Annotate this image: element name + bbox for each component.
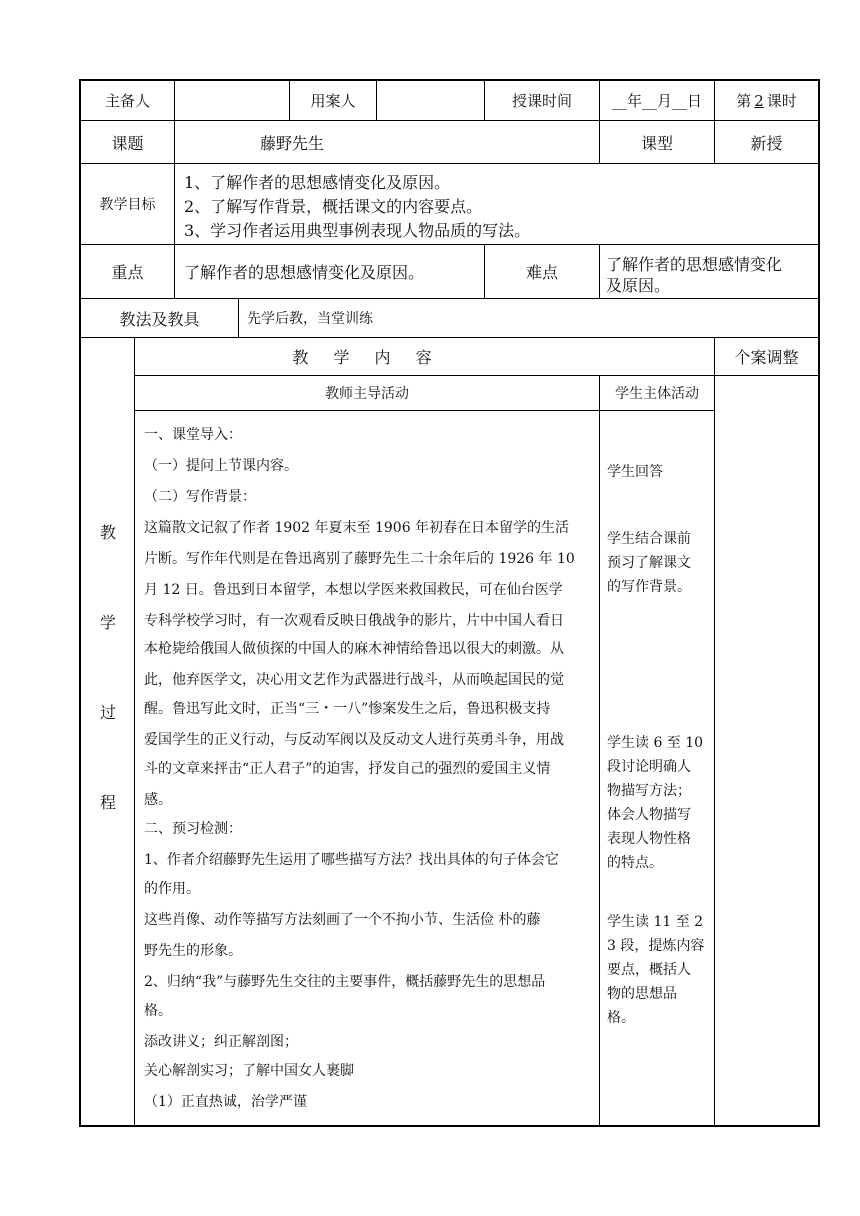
student-line: 学生读 6 至 10 xyxy=(607,735,704,751)
teacher-line: 一、课堂导入： xyxy=(144,427,242,443)
methods-value: 先学后教，当堂训练 xyxy=(247,311,373,327)
teacher-line: 本枪毙给俄国人做侦探的中国人的麻木神情给鲁迅以很大的刺激。从 xyxy=(144,641,564,657)
type-label: 课型 xyxy=(640,133,673,153)
student-line: 体会人物描写 xyxy=(607,807,691,823)
objectives-label: 教学目标 xyxy=(99,197,156,213)
time-label: 授课时间 xyxy=(511,92,572,110)
student-line: 物的思想品 xyxy=(607,986,677,1002)
period-number: 2 xyxy=(754,91,764,110)
student-line: 的写作背景。 xyxy=(607,579,691,595)
student-line: 学生结合课前 xyxy=(607,531,691,547)
teacher-line: 格。 xyxy=(144,1003,172,1019)
teacher-line: （二）写作背景： xyxy=(144,489,256,505)
teacher-line: 专科学校学习时，有一次观看反映日俄战争的影片，片中中国人看日 xyxy=(144,613,564,629)
preparer-value xyxy=(175,81,289,120)
teacher-line: 爱国学生的正义行动，与反动军阀以及反动文人进行英勇斗争，用战 xyxy=(144,732,564,748)
student-line: 3 段，提炼内容 xyxy=(607,938,705,954)
objective-item: 2、了解写作背景，概括课文的内容要点。 xyxy=(184,197,483,216)
teacher-line: 的作用。 xyxy=(144,881,200,897)
student-line: 表现人物性格 xyxy=(607,831,691,847)
topic-value: 藤野先生 xyxy=(260,133,325,153)
student-line: 格。 xyxy=(607,1010,635,1026)
difficulty-label: 难点 xyxy=(525,263,558,282)
user-value xyxy=(377,81,484,120)
student-line: 预习了解课文 xyxy=(607,555,691,571)
process-side-char: 程 xyxy=(100,793,117,812)
content-header: 教 学 内 容 xyxy=(292,348,442,367)
teacher-line: 1、作者介绍藤野先生运用了哪些描写方法？找出具体的句子体会它 xyxy=(144,852,559,868)
teacher-line: 醒。鲁迅写此文时，正当“三・一八”惨案发生之后，鲁迅积极支持 xyxy=(144,701,551,717)
teacher-line: 2、归纳“我”与藤野先生交往的主要事件，概括藤野先生的思想品 xyxy=(144,974,546,990)
process-side-char: 学 xyxy=(100,613,117,632)
teacher-line: 这些肖像、动作等描写方法刻画了一个不拘小节、生活俭 朴的藤 xyxy=(144,912,541,928)
objective-item: 1、了解作者的思想感情变化及原因。 xyxy=(184,173,451,192)
methods-label: 教法及教具 xyxy=(119,309,200,329)
period-field xyxy=(715,81,818,120)
teacher-line: 二、预习检测： xyxy=(144,821,242,837)
difficulty-line: 及原因。 xyxy=(606,276,671,295)
topic-label: 课题 xyxy=(111,133,144,153)
teacher-line: 片断。写作年代则是在鲁迅离别了藤野先生二十余年后的 1926 年 10 xyxy=(144,551,575,567)
teacher-line: （1）正直热诚，治学严谨 xyxy=(144,1094,307,1110)
process-side-char: 过 xyxy=(100,703,117,722)
type-value: 新授 xyxy=(750,133,783,153)
teacher-line: 此，他弃医学文，决心用文艺作为武器进行战斗，从而唤起国民的觉 xyxy=(144,672,564,688)
period-prefix: 第 xyxy=(736,92,752,110)
teacher-line: 野先生的形象。 xyxy=(144,943,242,959)
student-line: 学生读 11 至 2 xyxy=(607,914,704,930)
student-line: 要点，概括人 xyxy=(607,962,691,978)
teacher-line: （一）提问上节课内容。 xyxy=(144,458,298,474)
teacher-line: 斗的文章来抨击“正人君子”的迫害，抒发自己的强烈的爱国主义情 xyxy=(144,761,551,777)
student-line: 物描写方法； xyxy=(607,783,691,799)
teacher-line: 月 12 日。鲁迅到日本留学，本想以学医来救国救民，可在仙台医学 xyxy=(144,582,563,598)
period-suffix: 课时 xyxy=(766,92,797,110)
key-points-label: 重点 xyxy=(111,263,144,282)
user-label: 用案人 xyxy=(310,92,356,110)
objective-item: 3、学习作者运用典型事例表现人物品质的写法。 xyxy=(184,221,531,240)
student-line: 的特点。 xyxy=(607,855,663,871)
student-header: 学生主体活动 xyxy=(615,386,699,402)
student-line: 段讨论明确人 xyxy=(607,759,691,775)
date-text: __年__月__日 xyxy=(611,92,702,110)
teacher-line: 关心解剖实习；了解中国女人裹脚 xyxy=(144,1063,354,1079)
teacher-line: 感。 xyxy=(144,792,172,808)
teacher-line: 添改讲义；纠正解剖图； xyxy=(144,1034,298,1050)
process-side-char: 教 xyxy=(100,523,117,542)
preparer-label: 主备人 xyxy=(104,92,150,110)
teacher-line: 这篇散文记叙了作者 1902 年夏末至 1906 年初春在日本留学的生活 xyxy=(144,520,570,536)
teacher-header: 教师主导活动 xyxy=(325,386,409,402)
difficulty-line: 了解作者的思想感情变化 xyxy=(606,255,783,274)
adjust-header: 个案调整 xyxy=(734,348,799,367)
student-line: 学生回答 xyxy=(607,464,663,480)
key-points-value: 了解作者的思想感情变化及原因。 xyxy=(184,263,425,282)
